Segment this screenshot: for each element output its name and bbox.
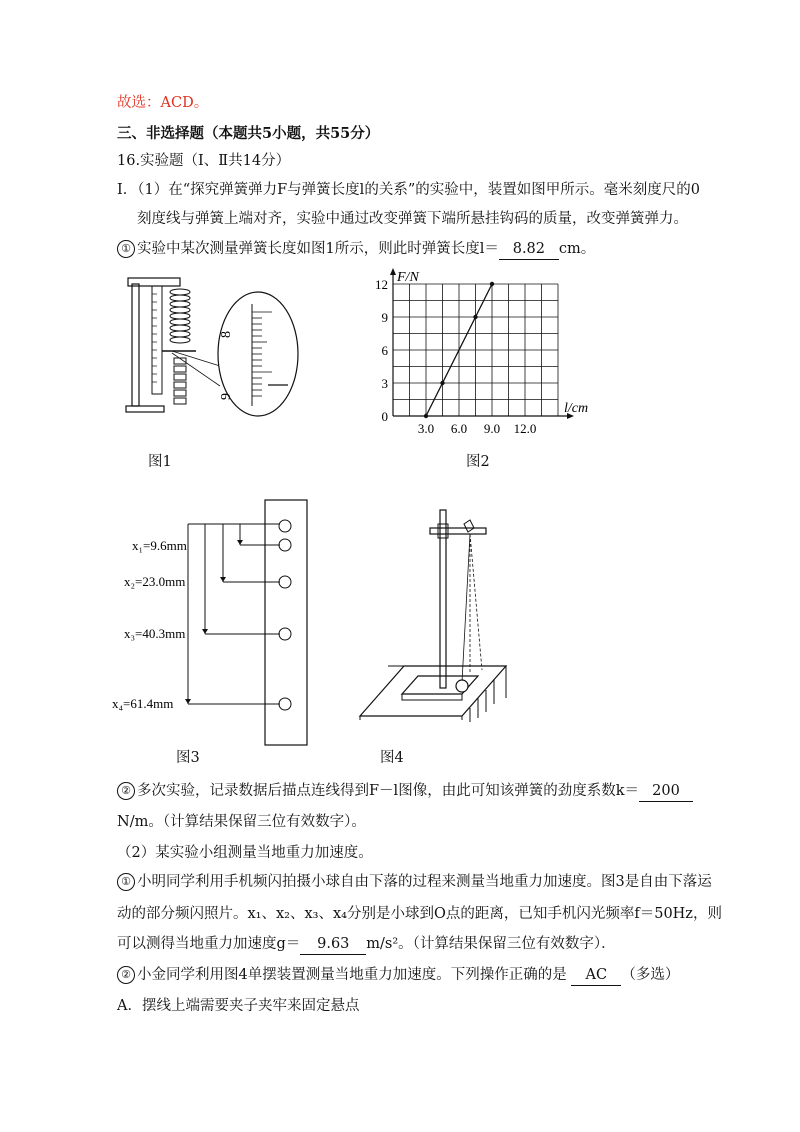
- question-2-number: ②: [117, 782, 135, 800]
- part2-intro: （2）某实验小组测量当地重力加速度。: [117, 845, 373, 861]
- question-2-tail: N/m。（计算结果保留三位有效数字）。: [117, 814, 366, 830]
- y-tick-label: 12: [375, 277, 388, 292]
- y-axis-label: F/N: [397, 270, 419, 285]
- question-4-number: ②: [117, 966, 135, 984]
- figure-1: [112, 268, 302, 418]
- question-1: [117, 239, 595, 260]
- figure-2-chart: [365, 264, 589, 440]
- question-3-line3: [117, 934, 616, 955]
- figure-4-caption: 图4: [380, 750, 404, 766]
- question-2-answer: 200: [639, 781, 693, 802]
- x-tick-label: 3.0: [417, 421, 435, 436]
- label-x4: x₄=61.4mm: [112, 696, 174, 711]
- chart-grid: [393, 284, 558, 416]
- y-tick-label: 0: [381, 409, 388, 424]
- part1-intro-line2: 刻度线与弹簧上端对齐，实验中通过改变弹簧下端所悬挂钩码的质量，改变弹簧弹力。: [137, 211, 688, 227]
- question-4-tail: （多选）: [621, 967, 680, 983]
- y-axis-arrow: [390, 268, 396, 275]
- question-1-text: 实验中某次测量弹簧长度如图1所示，则此时弹簧长度l＝: [137, 241, 499, 257]
- x-tick-label: 6.0: [450, 421, 468, 436]
- figure-1-caption: 图1: [148, 454, 172, 470]
- figure-3-caption: 图3: [176, 750, 200, 766]
- figure-4: [358, 498, 518, 722]
- question-3-line1: [117, 872, 712, 892]
- y-tick-label: 9: [381, 310, 388, 325]
- question-3-answer: 9.63: [300, 934, 366, 955]
- previous-answer-end: 。: [193, 95, 209, 111]
- previous-answer-label: 故选：: [117, 95, 161, 111]
- question-3-line2: 动的部分频闪照片。x₁、x₂、x₃、x₄分别是小球到O点的距离，已知手机闪光频率f＝50Hz，则: [117, 906, 722, 922]
- label-x2: x₂=23.0mm: [124, 574, 186, 589]
- x-tick-label: 9.0: [483, 421, 501, 436]
- question-2-text: 多次实验，记录数据后描点连线得到F－l图像，由此可知该弹簧的劲度系数k＝: [137, 783, 639, 799]
- question-4: [117, 965, 679, 986]
- x-tick-label: 12.0: [513, 421, 537, 436]
- question-1-answer: 8.82: [499, 239, 559, 260]
- question-3-text-a: 小明同学利用手机频闪拍摄小球自由下落的过程来测量当地重力加速度。图3是自由下落运: [137, 874, 712, 890]
- x-axis-label: l/cm: [564, 401, 589, 416]
- question-1-unit: cm。: [558, 241, 596, 257]
- question-1-number: ①: [117, 240, 135, 258]
- question-3-unit: m/s²。（计算结果保留三位有效数字）．: [366, 936, 616, 952]
- previous-answer-value: ACD: [160, 95, 194, 111]
- data-point: [440, 381, 444, 385]
- label-x1: x₁=9.6mm: [132, 538, 187, 553]
- section-heading: 三、非选择题（本题共5小题，共55分）: [117, 125, 380, 142]
- question-16-title: 16.实验题（Ⅰ、Ⅱ共14分）: [117, 153, 291, 169]
- option-a: A．摆线上端需要夹子夹牢来固定悬点: [117, 998, 360, 1014]
- question-4-text: 小金同学利用图4单摆装置测量当地重力加速度。下列操作正确的是: [137, 967, 567, 983]
- question-3-number: ①: [117, 873, 135, 891]
- figure-2-caption: 图2: [466, 454, 490, 470]
- figure-3: [110, 500, 320, 752]
- data-point: [490, 282, 494, 286]
- question-2: [117, 781, 693, 802]
- previous-answer: [117, 93, 208, 113]
- scale-label-8: 8: [219, 331, 234, 338]
- label-x3: x₃=40.3mm: [124, 626, 186, 641]
- question-3-text-c: 可以测得当地重力加速度g＝: [117, 936, 301, 952]
- question-4-answer: AC: [571, 965, 621, 986]
- scale-label-9: 9: [219, 393, 234, 400]
- data-point: [473, 315, 477, 319]
- y-tick-label: 3: [381, 376, 388, 391]
- data-point: [424, 414, 428, 418]
- part1-intro-line1: Ⅰ．（1）在“探究弹簧弹力F与弹簧长度l的关系”的实验中，装置如图甲所示。毫米刻度尺的0: [117, 182, 700, 198]
- y-tick-label: 6: [381, 343, 388, 358]
